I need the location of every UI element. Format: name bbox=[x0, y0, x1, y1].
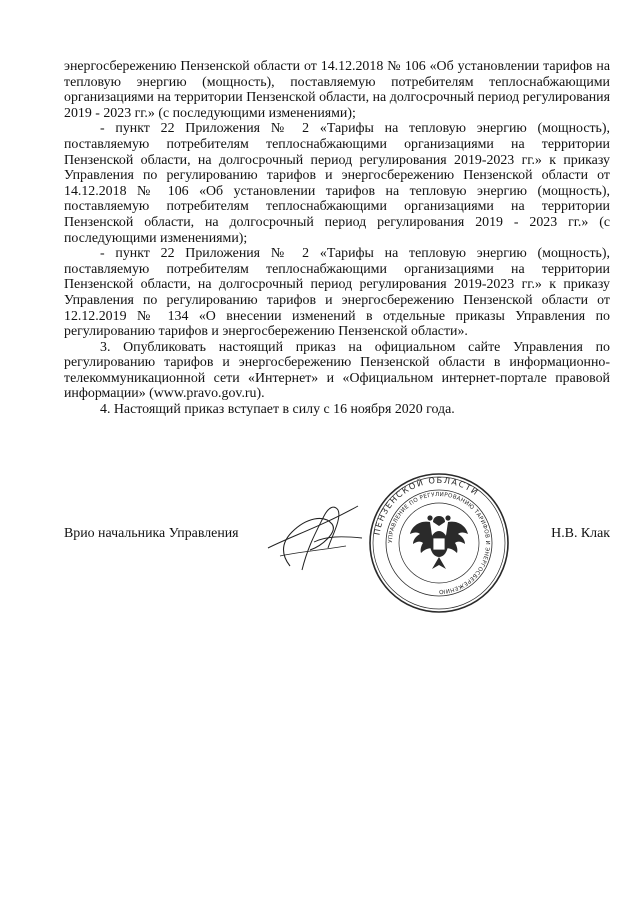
paragraph-clause-4: 4. Настоящий приказ вступает в силу с 16 ноября 2020 года. bbox=[100, 402, 455, 418]
seal-outer-text: ПЕНЗЕНСКОЙ ОБЛАСТИ bbox=[371, 474, 481, 536]
document-body bbox=[64, 59, 610, 418]
paragraph-clause-3: 3. Опубликовать настоящий приказ на официальном сайте Управления по регулированию тарифов и энергосбережению Пензенской области в информационно-телекоммуникационной сети «Интернет» и «Официальном интернет-портале правовой информации» (www.pravo.gov.ru). bbox=[64, 339, 610, 402]
double-headed-eagle-icon bbox=[410, 515, 468, 569]
paragraph-item-2: - пункт 22 Приложения № 2 «Тарифы на тепловую энергию (мощность), поставляемую потребителям теплоснабжающими организациями на территории Пензенской области, на долгосрочный период регулирования 2019-2023 гг.» к приказу Управления по регулированию тарифов и энергосбережению Пензенской области от 12.12.2019 № 134 «О внесении изменений в отдельные приказы Управления по регулированию тарифов и энергосбережению Пензенской области». bbox=[64, 246, 610, 340]
paragraph-continuation: энергосбережению Пензенской области от 14.12.2018 № 106 «Об установлении тарифов на тепловую энергию (мощность), поставляемую потребителям теплоснабжающими организациями на территории Пензенской области, на долгосрочный период регулирования 2019 - 2023 гг.» (с последующими изменениями); bbox=[64, 59, 610, 121]
official-seal bbox=[368, 472, 510, 614]
paragraph-item-1: - пункт 22 Приложения № 2 «Тарифы на тепловую энергию (мощность), поставляемую потребителям теплоснабжающими организациями на территории Пензенской области, на долгосрочный период регулирования 2019-2023 гг.» к приказу Управления по регулированию тарифов и энергосбережению Пензенской области от 14.12.2018 № 106 «Об установлении тарифов на тепловую энергию (мощность), поставляемую потребителям теплоснабжающими организациями на территории Пензенской области, на долгосрочный период регулирования 2019 - 2023 гг.» (с последующими изменениями); bbox=[64, 121, 610, 246]
seal-inner-text: УПРАВЛЕНИЕ ПО РЕГУЛИРОВАНИЮ ТАРИФОВ И ЭНЕРГОСБЕРЕЖЕНИЮ bbox=[387, 491, 491, 595]
handwritten-signature bbox=[262, 496, 372, 576]
signatory-name: Н.В. Клак bbox=[551, 526, 610, 541]
signatory-position: Врио начальника Управления bbox=[64, 526, 239, 541]
